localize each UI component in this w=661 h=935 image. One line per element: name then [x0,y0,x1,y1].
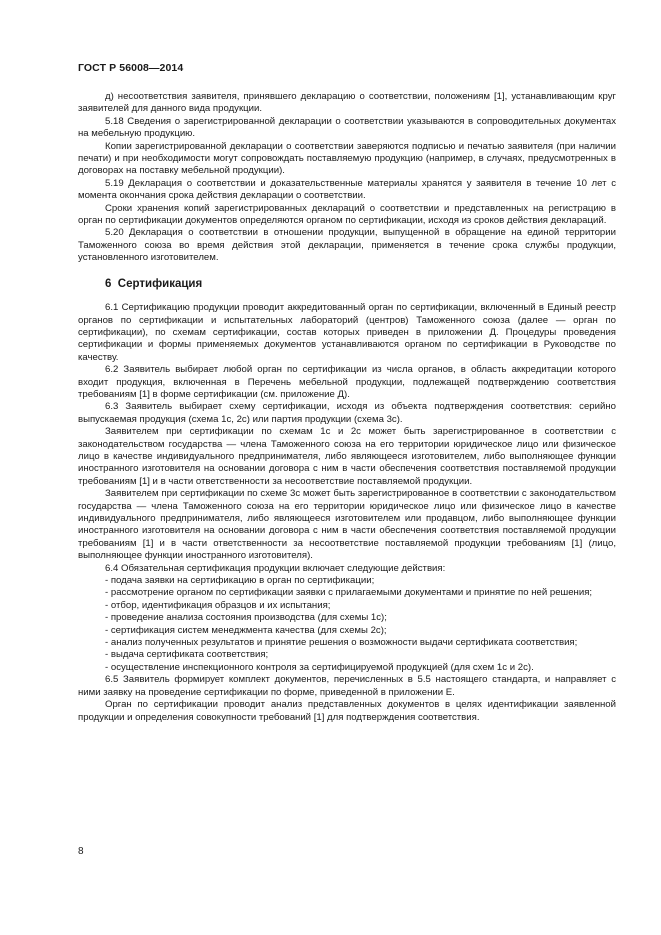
paragraph-6-5: 6.5 Заявитель формирует комплект документов, перечисленных в 5.5 настоящего стандарта, и направляет с ними заявку на проведение сертификации по форме, приведенной в приложении Е. [78,674,616,698]
list-item: - отбор, идентификация образцов и их испытания; [105,599,331,611]
section-heading [78,278,616,290]
paragraph-copies: Копии зарегистрированной декларации о соответствии заверяются подписью и печатью заявителя (при наличии печати) и при необходимости могут сопровождать поставляемую продукцию (например, в случаях, предусмотренных в договорах на поставку мебельной продукции). [78,140,616,177]
paragraph-applicant-1c-2c: Заявителем при сертификации по схемам 1с и 2с может быть зарегистрированное в соответствии с законодательством государства — члена Таможенного союза на его территории юридическое лицо или физическое лицо в качестве индивидуального предпринимателя, либо являющееся изготовителем, либо выполняющее функции иностранного изготовителя на основании договора с ним в части обеспечения соответствия поставляемой продукции требованиям [1] и в части ответственности за несоответствие поставляемой продукции. [78,426,616,487]
paragraph-item-d: д) несоответствия заявителя, принявшего декларацию о соответствии, положениям [1], устанавливающим круг заявителей для данного вида продукции. [78,91,616,115]
paragraph-applicant-3c: Заявителем при сертификации по схеме 3с может быть зарегистрированное в соответствии с законодательством государства — члена Таможенного союза на его территории юридическое лицо или физическое лицо в качестве индивидуального предпринимателя, либо являющееся изготовителем или продавцом, либо выполняющее функции иностранного изготовителя на основании договора с ним в части обеспечения соответствия поставляемой продукции требованиям [1] и в части ответственности за несоответствие поставляемой продукции требованиям [1] (лицо, выполняющее функции иностранного изготовителя). [78,488,616,562]
list-item: - сертификация систем менеджмента качества (для схемы 2с); [105,624,387,636]
list-item: - рассмотрение органом по сертификации заявки с прилагаемыми документами и принятие по ней решения; [105,587,593,599]
section-title: Сертификация [117,277,203,290]
paragraph-certification-body: Орган по сертификации проводит анализ представленных документов в целях идентификации заявленной продукции и определения совокупности требований [1] для подтверждения соответствия. [78,699,616,723]
paragraph-6-1: 6.1 Сертификацию продукции проводит аккредитованный орган по сертификации, включенный в Единый реестр органов по сертификации и испытательных лабораторий (центров) Таможенного союза (далее — орган по сертификации), по схемам сертификации, состав которых приведен в приложении Д. Процедуры проведения сертификации и формы применяемых документов устанавливаются органом по сертификации в Руководстве по качеству. [78,302,616,363]
paragraph-5-19: 5.19 Декларация о соответствии и доказательственные материалы хранятся у заявителя в течение 10 лет с момента окончания срока действия декларации о соответствии. [78,177,616,202]
list-item: - выдача сертификата соответствия; [105,649,269,661]
paragraph-storage-terms: Сроки хранения копий зарегистрированных деклараций о соответствии и представленных на регистрацию в орган по сертификации документов определяются органом по сертификации, исходя из сроков действия деклараций. [78,202,616,227]
paragraph-6-4: 6.4 Обязательная сертификация продукции включает следующие действия: [105,562,446,574]
paragraph-5-20: 5.20 Декларация о соответствии в отношении продукции, выпущенной в обращение на единой территории Таможенного союза во время действия этой декларации, применяется в течение срока службы продукции, установленного изготовителем. [78,227,616,264]
list-item: - осуществление инспекционного контроля за сертифицируемой продукцией (для схем 1с и 2с). [105,661,534,673]
paragraph-6-3: 6.3 Заявитель выбирает схему сертификации, исходя из объекта подтверждения соответствия: серийно выпускаемая продукция (схема 1с, 2с) или партия продукции (схема 3с). [78,401,616,425]
list-item: - подача заявки на сертификацию в орган по сертификации; [105,575,375,587]
paragraph-6-2: 6.2 Заявитель выбирает любой орган по сертификации из числа органов, в область аккредитации которого входит продукция, включенная в Перечень мебельной продукции, подлежащей подтверждению соответствия требованиям [1] в форме сертификации (см. приложение Д). [78,364,616,400]
list-item: - проведение анализа состояния производства (для схемы 1с); [105,612,387,624]
list-item: - анализ полученных результатов и принятие решения о возможности выдачи сертификата соответствия; [105,637,578,649]
section-number: 6 [105,277,112,290]
paragraph-5-18: 5.18 Сведения о зарегистрированной декларации о соответствии указываются в сопроводительных документах на мебельную продукцию. [78,115,616,140]
document-header: ГОСТ Р 56008—2014 [78,62,184,74]
page-number: 8 [78,846,84,857]
document-body [78,91,616,724]
